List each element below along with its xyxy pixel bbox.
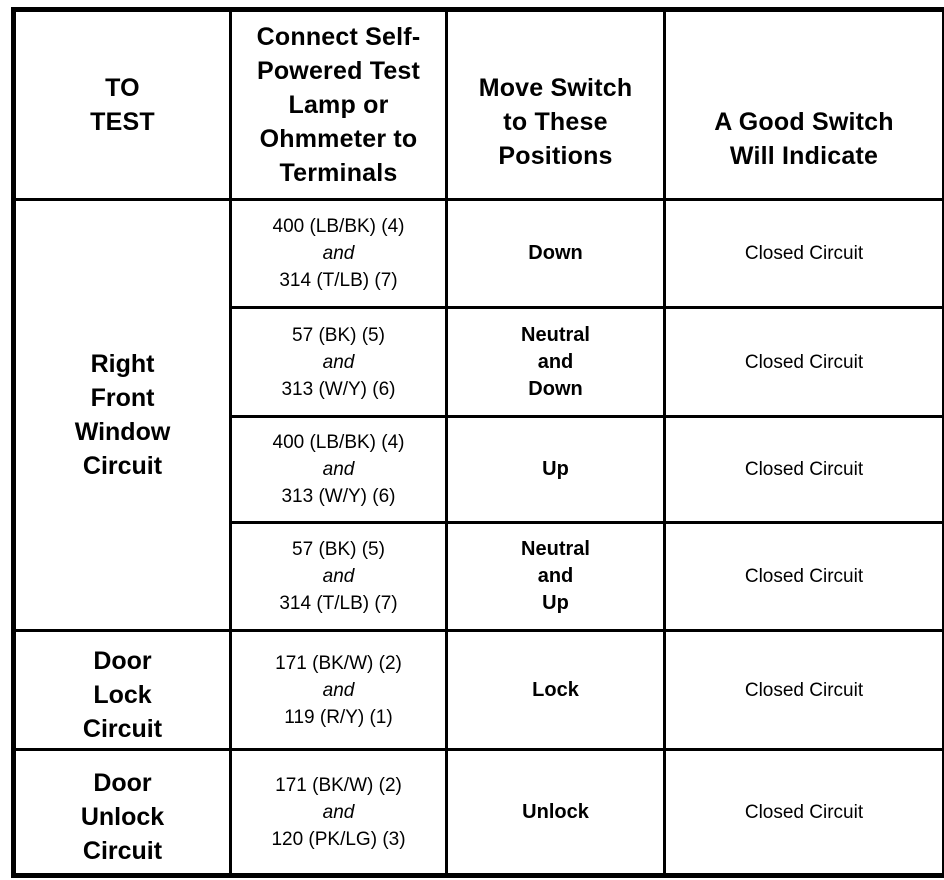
circuit-label-line: Circuit bbox=[82, 837, 163, 865]
position-line: Down bbox=[528, 377, 583, 400]
header-line: A Good Switch bbox=[714, 108, 894, 136]
result-cell: Closed Circuit bbox=[665, 523, 944, 631]
terminal-a: 57 (BK) (5) bbox=[292, 539, 385, 560]
positions-cell bbox=[447, 308, 665, 417]
circuit-right-front-window bbox=[14, 200, 231, 631]
circuit-label-line: Door bbox=[93, 647, 152, 675]
header-line: TO bbox=[105, 74, 140, 102]
header-line: Lamp or bbox=[288, 91, 389, 119]
circuit-label-line: Circuit bbox=[82, 452, 163, 480]
result-cell: Closed Circuit bbox=[665, 631, 944, 750]
position-line: Up bbox=[542, 458, 569, 480]
circuit-label-line: Circuit bbox=[82, 715, 163, 743]
terminal-a: 400 (LB/BK) (4) bbox=[272, 216, 405, 237]
terminal-b: 313 (W/Y) (6) bbox=[281, 486, 396, 507]
and-connector: and bbox=[322, 459, 355, 480]
result-cell: Closed Circuit bbox=[665, 308, 944, 417]
table-row bbox=[14, 631, 944, 750]
circuit-label-line: Window bbox=[74, 418, 171, 446]
header-line: Move Switch bbox=[478, 74, 633, 102]
terminal-a: 171 (BK/W) (2) bbox=[275, 774, 402, 796]
table-row bbox=[14, 200, 944, 308]
terminals-cell bbox=[231, 631, 447, 750]
header-good-switch bbox=[665, 10, 944, 200]
terminals-cell bbox=[231, 417, 447, 523]
terminal-b: 314 (T/LB) (7) bbox=[279, 593, 398, 614]
positions-cell bbox=[447, 750, 665, 876]
terminal-b: 313 (W/Y) (6) bbox=[281, 378, 396, 400]
result-cell: Closed Circuit bbox=[665, 417, 944, 523]
and-connector: and bbox=[322, 679, 355, 701]
header-line: to These bbox=[503, 108, 608, 136]
header-line: TEST bbox=[90, 108, 155, 136]
position-line: Down bbox=[528, 242, 583, 264]
circuit-label-line: Front bbox=[90, 384, 155, 412]
header-to-test bbox=[14, 10, 231, 200]
and-connector: and bbox=[322, 801, 355, 823]
terminals-cell bbox=[231, 750, 447, 876]
position-line: Neutral bbox=[521, 323, 590, 346]
header-move-switch bbox=[447, 10, 665, 200]
position-line: and bbox=[537, 565, 574, 587]
circuit-label-line: Right bbox=[90, 350, 155, 378]
circuit-label-line: Unlock bbox=[80, 803, 165, 831]
circuit-label-line: Lock bbox=[93, 681, 152, 709]
header-line: Connect Self- bbox=[256, 23, 421, 51]
and-connector: and bbox=[322, 351, 355, 373]
and-connector: and bbox=[322, 243, 355, 264]
position-line: Lock bbox=[532, 678, 579, 701]
header-line: Positions bbox=[498, 142, 613, 170]
terminal-a: 57 (BK) (5) bbox=[292, 324, 385, 346]
terminal-b: 120 (PK/LG) (3) bbox=[271, 828, 406, 850]
positions-cell bbox=[447, 631, 665, 750]
position-line: Up bbox=[542, 592, 569, 614]
header-connect-terminals bbox=[231, 10, 447, 200]
positions-cell bbox=[447, 417, 665, 523]
switch-test-chart bbox=[11, 7, 942, 873]
position-line: Neutral bbox=[521, 538, 590, 560]
terminal-b: 314 (T/LB) (7) bbox=[279, 270, 398, 291]
terminals-cell bbox=[231, 200, 447, 308]
result-cell: Closed Circuit bbox=[665, 750, 944, 876]
switch-test-table bbox=[11, 7, 944, 878]
terminal-a: 171 (BK/W) (2) bbox=[275, 652, 402, 674]
position-line: and bbox=[537, 350, 574, 373]
table-row bbox=[14, 750, 944, 876]
positions-cell bbox=[447, 200, 665, 308]
circuit-door-lock bbox=[14, 631, 231, 750]
circuit-door-unlock bbox=[14, 750, 231, 876]
terminals-cell bbox=[231, 523, 447, 631]
and-connector: and bbox=[322, 566, 355, 587]
circuit-label-line: Door bbox=[93, 769, 152, 797]
header-line: Powered Test bbox=[256, 57, 421, 85]
header-line: Terminals bbox=[279, 159, 398, 187]
result-cell: Closed Circuit bbox=[665, 200, 944, 308]
header-line: Will Indicate bbox=[729, 142, 879, 170]
positions-cell bbox=[447, 523, 665, 631]
terminals-cell bbox=[231, 308, 447, 417]
position-line: Unlock bbox=[522, 800, 589, 823]
header-row bbox=[14, 10, 944, 200]
terminal-b: 119 (R/Y) (1) bbox=[284, 706, 393, 728]
terminal-a: 400 (LB/BK) (4) bbox=[272, 432, 405, 453]
header-line: Ohmmeter to bbox=[259, 125, 418, 153]
